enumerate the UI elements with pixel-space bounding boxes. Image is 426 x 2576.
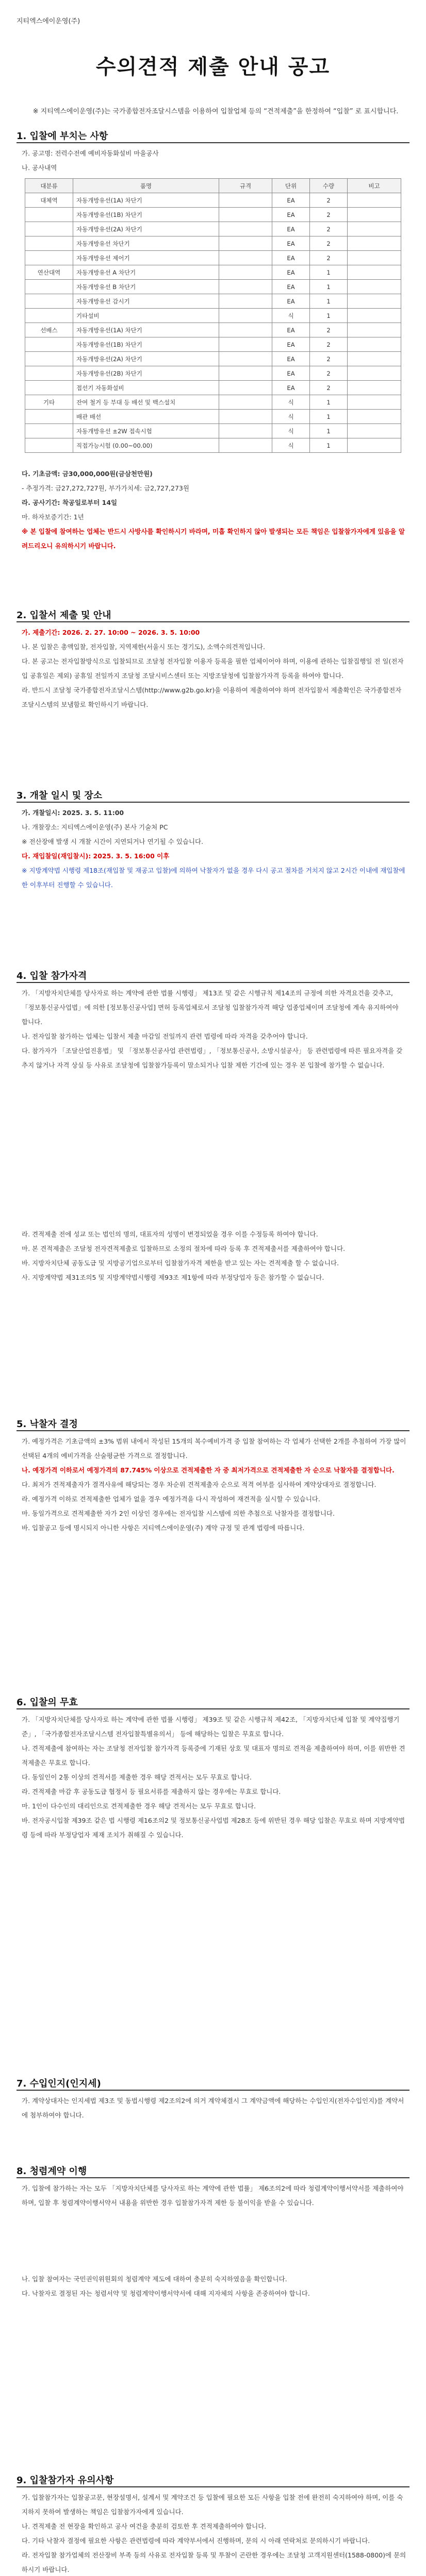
table-row <box>25 251 401 265</box>
table-cell <box>348 337 401 352</box>
section-7-text <box>22 2094 406 2123</box>
table-cell <box>219 352 272 366</box>
table-row <box>25 337 401 352</box>
table-cell <box>25 251 73 265</box>
table-row <box>25 395 401 410</box>
table-cell: EA <box>272 280 310 294</box>
table-cell <box>25 208 73 222</box>
s2-item: 나. 본 입찰은 총액입찰, 전자입찰, 지역제한(서울시 또는 경기도), 소액수의견적입니다. <box>22 643 265 651</box>
table-cell: EA <box>272 236 310 251</box>
table-cell: EA <box>272 208 310 222</box>
section-5-text <box>22 1434 406 1535</box>
col-header: 비고 <box>348 179 401 193</box>
table-cell <box>219 438 272 453</box>
company-header: 지티엑스에이운영(주) <box>17 18 80 25</box>
table-cell: EA <box>272 381 310 395</box>
table-cell: EA <box>272 366 310 381</box>
table-cell: 식 <box>272 410 310 424</box>
s3-item: ※ 지방계약법 시행령 제18조(재입찰 및 재공고 입찰)에 의하여 낙찰자가 없을 경우 다시 공고 절차를 거치지 않고 2시간 이내에 재입찰에 한 이후부터 진행할 수 있습니다. <box>22 867 405 889</box>
s8-item: 가. 입찰에 참가하는 자는 모두 「지방자치단체를 당사자로 하는 계약에 관한 법률」 제6조의2에 따라 청렴계약이행서약서를 제출하여야 하며, 입찰 후 청렴계약이행서약서 내용을 위반한 경우 입찰참가자격 제한 등 불이익을 받을 수 있습니다. <box>22 2184 404 2207</box>
table-cell <box>25 309 73 323</box>
table-cell <box>348 395 401 410</box>
table-cell <box>25 352 73 366</box>
table-row <box>25 222 401 236</box>
section-7-heading: 7. 수입인지(인지세) <box>17 2078 101 2089</box>
table-cell: 자동개방유선 감시기 <box>73 294 219 309</box>
s3-item: 가. 개찰일시: 2025. 3. 5. 11:00 <box>22 809 124 817</box>
table-cell <box>219 294 272 309</box>
table-cell: 1 <box>310 280 348 294</box>
table-cell <box>348 410 401 424</box>
table-cell <box>348 208 401 222</box>
table-cell: 2 <box>310 208 348 222</box>
table-cell <box>25 424 73 438</box>
table-cell <box>219 410 272 424</box>
table-cell <box>219 395 272 410</box>
section-7-divider <box>17 2090 409 2091</box>
table-row <box>25 309 401 323</box>
table-cell: 2 <box>310 193 348 208</box>
section-1-details <box>22 467 406 553</box>
section-5-divider <box>17 1430 409 1431</box>
table-cell <box>219 309 272 323</box>
table-cell <box>348 222 401 236</box>
table-cell: 1 <box>310 424 348 438</box>
s6-item: 마. 1인이 다수인의 대리인으로 견적제출한 경우 해당 견적서는 모두 무효로 합니다. <box>22 1802 256 1810</box>
table-cell <box>25 280 73 294</box>
s2-item: 라. 반드시 조달청 국가종합전자조달시스템(http://www.g2b.go.kr)을 이용하여 제출하여야 하며 전자입찰서 제출확인은 국가종합전자조달시스템의 보냄함로 확인하시기 바랍니다. <box>22 686 402 708</box>
table-cell: 연산대역 <box>25 265 73 280</box>
s5-item: 가. 예정가격은 기초금액의 ±3% 범위 내에서 작성된 15개의 복수예비가격 중 입찰 참여하는 각 업체가 선택한 2개를 추첨하여 가장 많이 선택된 4개의 예비가격을 산술평균한 가격으로 결정합니다. <box>22 1437 406 1460</box>
table-cell: 식 <box>272 309 310 323</box>
s6-item: 바. 전자공시입찰 제39조 같은 법 시행령 제16조의2 및 정보통신공사업법 제28조 등에 위반된 경우 해당 입찰은 무효로 하며 지방계약법령 등에 따라 부정당업자 제재 조치가 취해질 수 있습니다. <box>22 1817 405 1839</box>
section-2-divider <box>17 621 409 622</box>
table-row <box>25 193 401 208</box>
s3-item: ※ 전산장애 발생 시 개찰 시간이 지연되거나 연기될 수 있습니다. <box>22 838 204 845</box>
section-2-text <box>22 625 406 712</box>
table-cell <box>348 438 401 453</box>
page-title: 수의견적 제출 안내 공고 <box>95 55 331 79</box>
table-cell: 1 <box>310 309 348 323</box>
table-cell: 자동개방유선 제어기 <box>73 251 219 265</box>
table-cell: 직접가능시험 (0.00~00.00) <box>73 438 219 453</box>
table-row <box>25 280 401 294</box>
col-header: 대분류 <box>25 179 73 193</box>
table-cell: 1 <box>310 294 348 309</box>
table-cell: 2 <box>310 323 348 337</box>
s1-item: - 추정가격: 금27,272,727원, 부가가치세: 금2,727,273원 <box>22 484 189 492</box>
table-cell: 자동개방유선 A 차단기 <box>73 265 219 280</box>
table-cell: 2 <box>310 381 348 395</box>
table-cell <box>219 193 272 208</box>
table-cell <box>348 236 401 251</box>
section-3-divider <box>17 802 409 803</box>
table-cell <box>25 236 73 251</box>
table-cell: 잔여 철거 등 부대 등 배선 및 백스설치 <box>73 395 219 410</box>
table-cell: EA <box>272 337 310 352</box>
table-row <box>25 265 401 280</box>
table-cell <box>219 323 272 337</box>
s5-item: 바. 입찰공고 등에 명시되지 아니한 사항은 지티엑스에이운영(주) 계약 규정 및 관계 법령에 따릅니다. <box>22 1524 305 1532</box>
s6-item: 나. 견적제출에 참여하는 자는 조달청 전자입찰 참가자격 등록증에 기재된 상호 및 대표자 명의로 견적을 제출하여야 하며, 이를 위반한 견적제출은 무효로 합니다. <box>22 1744 405 1767</box>
table-cell <box>25 222 73 236</box>
table-cell <box>219 381 272 395</box>
s4-item: 가. 「지방자치단체를 당사자로 하는 계약에 관한 법률 시행령」 제13조 및 같은 시행규칙 제14조의 규정에 의한 자격요건을 갖추고, 「정보통신공사업법」에 의한 [정보통신공사업] 면허 등록업체로서 조달청 입찰참가자격 해당 업종업체이며 조달청에 계속 유지하여야 합니다. <box>22 989 399 1026</box>
table-row <box>25 381 401 395</box>
table-row <box>25 424 401 438</box>
table-cell: 1 <box>310 395 348 410</box>
table-cell: 식 <box>272 438 310 453</box>
table-cell: 자동개방유선(1B) 차단기 <box>73 208 219 222</box>
col-header: 규격 <box>219 179 272 193</box>
s1-item: 라. 공사기간: 착공일로부터 14일 <box>22 499 118 506</box>
table-cell: EA <box>272 265 310 280</box>
table-cell: EA <box>272 294 310 309</box>
section-3-text <box>22 806 406 892</box>
table-cell <box>219 208 272 222</box>
table-row <box>25 410 401 424</box>
s1-warning: ※ 본 입찰에 참여하는 업체는 반드시 사방사를 확인하시기 바라며, 미흡 확인하지 않아 발생되는 모든 책임은 입찰참가자에게 있음을 알려드리오니 유의하시기 바랍니다. <box>22 528 405 550</box>
section-5-heading: 5. 낙찰자 결정 <box>17 1419 78 1430</box>
table-cell: EA <box>272 193 310 208</box>
intro-notice: ※ 지티엑스에이운영(주)는 국가종합전자조달시스템을 이용하여 입찰업체 등의 “견적제출”을 한정하여 “입찰” 로 표시합니다. <box>32 108 399 115</box>
s6-item: 라. 견적제출 마감 후 공동도급 협정서 등 필요서류를 제출하지 않는 경우에는 무효로 합니다. <box>22 1788 281 1795</box>
table-cell: 자동개방유선 B 차단기 <box>73 280 219 294</box>
table-cell: EA <box>272 222 310 236</box>
table-cell: 식 <box>272 395 310 410</box>
s5-item: 나. 예정가격 이하로서 예정가격의 87.745% 이상으로 견적제출한 자 중 최저가격으로 견적제출한 자 순으로 낙찰자를 결정합니다. <box>22 1466 395 1474</box>
s9-item: 가. 입찰참가자는 입찰공고문, 현장설명서, 설계서 및 계약조건 등 입찰에 필요한 모든 사항을 입찰 전에 완전히 숙지하여야 하며, 이를 숙지하지 못하여 발생하는 책임은 입찰참가자에게 있습니다. <box>22 2494 403 2516</box>
section-3-heading: 3. 개찰 일시 및 장소 <box>17 790 103 801</box>
table-cell: 2 <box>310 251 348 265</box>
table-cell <box>348 280 401 294</box>
table-cell <box>25 366 73 381</box>
section-1-text <box>22 146 406 175</box>
table-cell <box>219 222 272 236</box>
s3-item: 나. 개찰장소: 지티엑스에이운영(주) 본사 기술처 PC <box>22 823 168 831</box>
section-1-divider <box>17 142 409 143</box>
table-cell: 1 <box>310 438 348 453</box>
s1-item: 다. 기초금액: 금30,000,000원(금삼천만원) <box>22 470 153 478</box>
s8-item: 나. 입찰 참여자는 국민권익위원회의 청렴계약 제도에 대하여 충분히 숙지하였음을 확인합니다. <box>22 2275 287 2283</box>
section-6-heading: 6. 입찰의 무효 <box>17 1697 78 1708</box>
col-header: 단위 <box>272 179 310 193</box>
table-row <box>25 323 401 337</box>
col-header: 품명 <box>73 179 219 193</box>
table-cell: 선배스 <box>25 323 73 337</box>
section-8-text <box>22 2181 406 2301</box>
table-cell <box>219 236 272 251</box>
section-6-text <box>22 1713 406 1842</box>
table-row <box>25 438 401 453</box>
table-cell: 2 <box>310 222 348 236</box>
table-cell: EA <box>272 251 310 265</box>
table-cell <box>348 251 401 265</box>
s4-item: 나. 전자입찰 참가하는 업체는 입찰서 제출 마감일 전일까지 관련 법령에 따라 자격을 갖추어야 합니다. <box>22 1032 308 1040</box>
s4-item: 다. 참가자가 「조달산업진흥법」 및 「정보통신공사업 관련법령」, 「정보통신공사, 소방시설공사」 등 관련법령에 따른 필요자격을 갖추지 않거나 자격 상실 등 사유로 조달청에 입찰참가등록이 말소되거나 입찰 제한 기간에 있는 경우 본 입찰에 참가할 수 없습니다. <box>22 1047 403 1069</box>
s6-item: 가. 「지방자치단체를 당사자로 하는 계약에 관한 법률 시행령」 제39조 및 같은 시행규칙 제42조, 「지방자치단체 입찰 및 계약집행기준」, 「국가종합전자조달시스템 전자입찰특별유의서」 등에 해당하는 입찰은 무효로 합니다. <box>22 1716 400 1738</box>
s1-item: 마. 하자보증기간: 1년 <box>22 513 84 521</box>
work-items-table <box>25 178 401 453</box>
s5-item: 다. 최저가 견적제출자가 결격사유에 해당되는 경우 차순위 견적제출자 순으로 적격 여부를 심사하여 계약상대자로 결정합니다. <box>22 1481 376 1488</box>
table-cell: EA <box>272 323 310 337</box>
table-cell <box>219 280 272 294</box>
section-4-text <box>22 986 406 1285</box>
section-2-heading: 2. 입찰서 제출 및 안내 <box>17 610 111 621</box>
col-header: 수량 <box>310 179 348 193</box>
s8-spacer <box>22 2210 406 2272</box>
section-4-heading: 4. 입찰 참가자격 <box>17 971 87 981</box>
section-9-heading: 9. 입찰참가자 유의사항 <box>17 2475 114 2486</box>
s9-item: 나. 견적제출 전 현장을 확인하고 공사 여건을 충분히 검토한 후 견적제출하여야 합니다. <box>22 2522 267 2530</box>
s4-spacer <box>22 1073 406 1227</box>
table-row <box>25 208 401 222</box>
section-8-divider <box>17 2177 409 2178</box>
table-cell: 1 <box>310 265 348 280</box>
table-cell: 2 <box>310 366 348 381</box>
table-cell: 자동개방유선(1A) 차단기 <box>73 193 219 208</box>
table-cell <box>348 424 401 438</box>
table-cell <box>25 410 73 424</box>
table-cell: 자동개방유선(2B) 차단기 <box>73 366 219 381</box>
table-cell: 대체역 <box>25 193 73 208</box>
section-9-text <box>22 2490 406 2576</box>
s7-item: 가. 계약상대자는 인지세법 제3조 및 동법시행령 제2조의2에 의거 계약체결시 그 계약금액에 해당하는 수입인지(전자수입인지)를 계약서에 첨부하여야 합니다. <box>22 2097 404 2119</box>
table-cell: 2 <box>310 337 348 352</box>
table-cell <box>348 323 401 337</box>
s9-item: 라. 전자입찰 참가업체의 전산장비 부족 등의 사유로 전자입찰 등록 및 투찰이 곤란한 경우에는 조달청 고객지원센터(1588-0800)에 문의하시기 바랍니다. <box>22 2551 406 2573</box>
s6-item: 다. 동일인이 2통 이상의 견적서를 제출한 경우 해당 견적서는 모두 무효로 합니다. <box>22 1773 252 1781</box>
table-cell <box>219 337 272 352</box>
s2-item: 다. 본 공고는 전자입찰방식으로 입찰되므로 조달청 전자입찰 이용자 등록을 필한 업체이어야 하며, 이용에 관하는 입찰집행일 전 일(전자입 공휴일은 제외) 공휴일 전일까지 조달청 조달시비스센터 또는 지방조달청에 입찰참가자격 등록을 하여야 합니다. <box>22 657 404 680</box>
s4-item: 라. 견적제출 전에 성교 또는 법인의 명의, 대표자의 성명이 변경되었을 경우 이를 수정등록 하여야 합니다. <box>22 1230 318 1238</box>
table-row <box>25 352 401 366</box>
table-row <box>25 236 401 251</box>
section-1-heading: 1. 입찰에 부치는 사항 <box>17 131 108 142</box>
table-cell: 자동개방유선(2A) 차단기 <box>73 222 219 236</box>
table-cell <box>348 309 401 323</box>
table-cell <box>348 381 401 395</box>
s2-item: 가. 제출기간: 2026. 2. 27. 10:00 ~ 2026. 3. 5. 10:00 <box>22 629 200 636</box>
s4-item: 마. 본 견적제출은 조달청 전자견적제출로 입찰하므로 소정의 절차에 따라 등록 후 견적제출서를 제출하여야 합니다. <box>22 1245 346 1252</box>
table-cell <box>25 438 73 453</box>
table-cell <box>219 265 272 280</box>
table-cell <box>348 294 401 309</box>
s4-item: 사. 지방계약법 제31조의5 및 지방계약법시행령 제93조 제1항에 따라 부정당업자 등은 참가할 수 없습니다. <box>22 1274 324 1281</box>
s1-item: 나. 공사내역 <box>22 164 57 172</box>
section-8-heading: 8. 청렴계약 이행 <box>17 2166 87 2177</box>
table-cell <box>348 265 401 280</box>
table-header-row <box>25 179 401 193</box>
section-9-divider <box>17 2486 409 2487</box>
s4-item: 바. 지방자치단체 공동도급 및 지방공기업으로부터 입찰참가자격 제한을 받고 있는 자는 견적제출 할 수 없습니다. <box>22 1259 339 1267</box>
s9-item: 다. 기타 낙찰자 결정에 필요한 사항은 관련법령에 따라 계약부서에서 진행하며, 문의 시 아래 연락처로 문의하시기 바랍니다. <box>22 2537 370 2545</box>
table-cell: 2 <box>310 236 348 251</box>
table-cell: EA <box>272 352 310 366</box>
table-cell: 자동개방유선 차단기 <box>73 236 219 251</box>
table-cell <box>25 381 73 395</box>
s5-item: 라. 예정가격 이하로 견적제출한 업체가 없을 경우 예정가격을 다시 작성하여 재견적을 실시할 수 있습니다. <box>22 1495 320 1503</box>
table-cell <box>219 366 272 381</box>
table-row <box>25 366 401 381</box>
table-cell: 기타설비 <box>73 309 219 323</box>
table-cell: 식 <box>272 424 310 438</box>
table-cell <box>348 352 401 366</box>
s3-item: 다. 재입찰일(재입찰시): 2025. 3. 5. 16:00 이후 <box>22 852 170 860</box>
table-cell <box>219 251 272 265</box>
table-cell: 1 <box>310 410 348 424</box>
s1-item: 가. 공고명: 전력수전예 예비자동화설비 마을공사 <box>22 149 159 157</box>
table-cell <box>25 337 73 352</box>
section-6-divider <box>17 1708 409 1709</box>
table-cell: 자동개방유선 ±2W 접속시험 <box>73 424 219 438</box>
s8-item: 다. 낙찰자로 결정된 자는 청렴서약 및 청렴계약이행서약서에 대해 지자체의 사항을 존중하여야 합니다. <box>22 2290 310 2297</box>
table-cell: 배관 배선 <box>73 410 219 424</box>
table-cell: 자동개방유선(1B) 차단기 <box>73 337 219 352</box>
table-cell <box>348 193 401 208</box>
table-row <box>25 294 401 309</box>
table-cell <box>348 366 401 381</box>
table-cell: 기타 <box>25 395 73 410</box>
table-cell: 2 <box>310 352 348 366</box>
table-cell: 접선기 자동화설비 <box>73 381 219 395</box>
table-cell: 자동개방유선(2A) 차단기 <box>73 352 219 366</box>
section-4-divider <box>17 982 409 983</box>
table-cell: 자동개방유선(1A) 차단기 <box>73 323 219 337</box>
table-cell <box>25 294 73 309</box>
s5-item: 마. 동일가격으로 견적제출한 자가 2인 이상인 경우에는 전자입찰 시스템에 의한 추첨으로 낙찰자를 결정합니다. <box>22 1510 335 1517</box>
table-cell <box>219 424 272 438</box>
